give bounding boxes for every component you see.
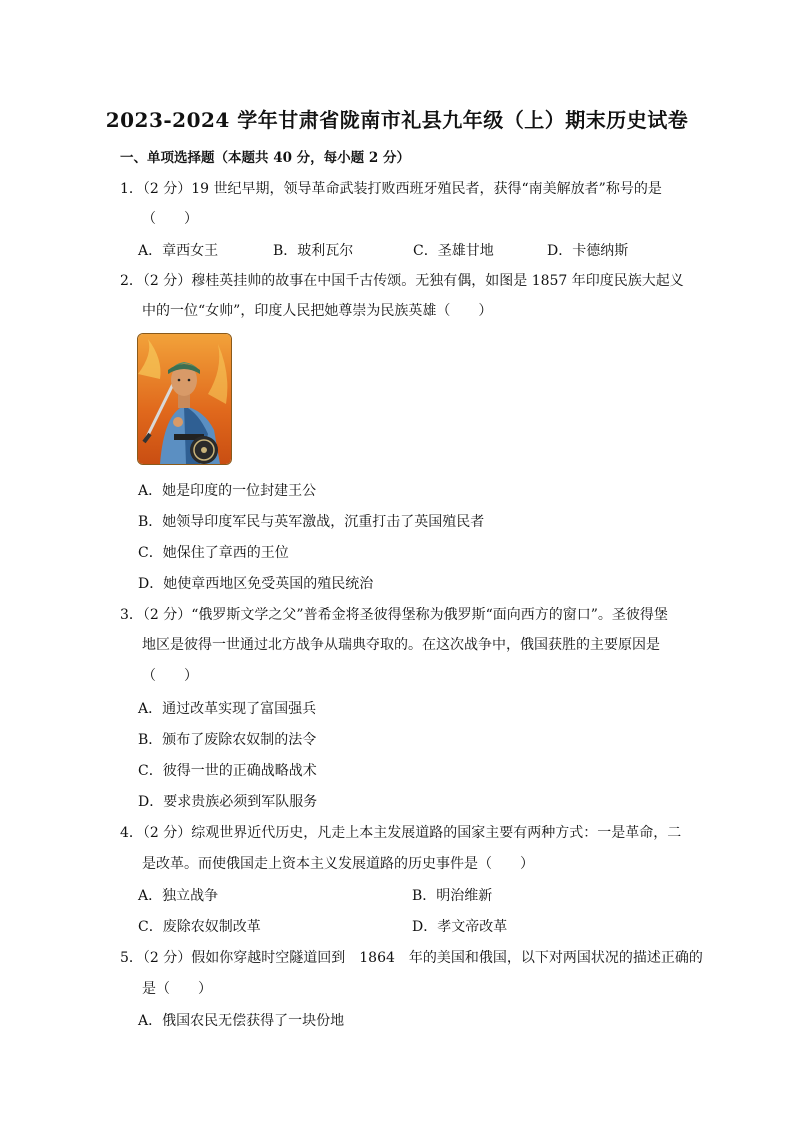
question-4-option-b: B．明治维新 xyxy=(412,888,493,904)
question-5-line-2: 是（ ） xyxy=(142,981,212,997)
question-4-line-2: 是改革。而使俄国走上资本主义发展道路的历史事件是（ ） xyxy=(142,856,534,872)
question-4-line-1: 4．（2 分）综观世界近代历史，凡走上本主发展道路的国家主要有两种方式：一是革命，二 xyxy=(120,825,682,841)
question-3-line-1: 3．（2 分）“俄罗斯文学之父”普希金将圣彼得堡称为俄罗斯“面向西方的窗口”。圣彼得堡 xyxy=(120,607,668,623)
question-3-line-2: 地区是彼得一世通过北方战争从瑞典夺取的。在这次战争中，俄国获胜的主要原因是 xyxy=(142,637,660,653)
question-3-line-3: （ ） xyxy=(142,668,198,684)
question-1-option-d: D．卡德纳斯 xyxy=(547,243,629,259)
question-1-option-c: C．圣雄甘地 xyxy=(413,243,494,259)
question-3-option-a: A．通过改革实现了富国强兵 xyxy=(138,701,317,717)
question-1-line-1: 1．（2 分）19 世纪早期，领导革命武装打败西班牙殖民者，获得“南美解放者”称号的是 xyxy=(120,181,662,197)
portrait-woman-warrior-icon xyxy=(137,333,232,465)
question-2-line-2: 中的一位“女帅”，印度人民把她尊崇为民族英雄（ ） xyxy=(142,303,493,319)
question-2-option-a: A．她是印度的一位封建王公 xyxy=(138,483,317,499)
question-2-line-1: 2．（2 分）穆桂英挂帅的故事在中国千古传颂。无独有偶，如图是 1857 年印度民族大起义 xyxy=(120,273,684,289)
question-2-option-c: C．她保住了章西的王位 xyxy=(138,545,289,561)
question-3-option-b: B．颁布了废除农奴制的法令 xyxy=(138,732,317,748)
question-4-option-c: C．废除农奴制改革 xyxy=(138,919,261,935)
question-1-line-2: （ ） xyxy=(142,211,198,227)
question-5-option-a: A．俄国农民无偿获得了一块份地 xyxy=(138,1013,345,1029)
question-2-option-d: D．她使章西地区免受英国的殖民统治 xyxy=(138,576,374,592)
question-5-line-1: 5．（2 分）假如你穿越时空隧道回到 1864 年的美国和俄国，以下对两国状况的描述正确的 xyxy=(120,950,703,966)
question-1-option-a: A．章西女王 xyxy=(138,243,219,259)
question-3-option-d: D．要求贵族必须到军队服务 xyxy=(138,794,318,810)
question-4-option-d: D．孝文帝改革 xyxy=(412,919,508,935)
question-2-option-b: B．她领导印度军民与英军激战，沉重打击了英国殖民者 xyxy=(138,514,485,530)
question-1-option-b: B．玻利瓦尔 xyxy=(273,243,354,259)
section-heading: 一、单项选择题（本题共 40 分，每小题 2 分） xyxy=(120,150,410,166)
question-3-option-c: C．彼得一世的正确战略战术 xyxy=(138,763,317,779)
question-4-option-a: A．独立战争 xyxy=(138,888,219,904)
page-title: 2023-2024 学年甘肃省陇南市礼县九年级（上）期末历史试卷 xyxy=(105,108,689,132)
